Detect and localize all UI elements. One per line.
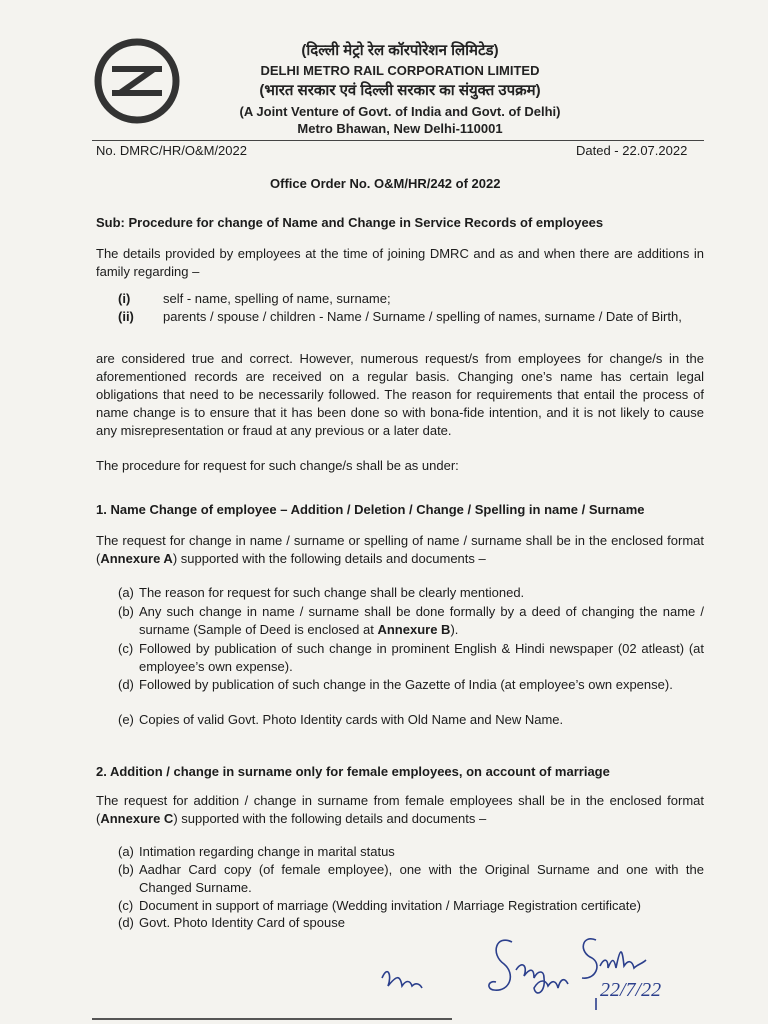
org-address: Metro Bhawan, New Delhi-110001 xyxy=(297,121,503,136)
annexure-c-ref: Annexure C xyxy=(100,811,174,826)
section-2-intro: The request for addition / change in surname from female employees shall be in the enclosed format (Annexure C) supported with the following details and documents – xyxy=(96,793,704,826)
section-1-intro: The request for change in name / surname or spelling of name / surname shall be in the enclosed format (Annexure A) supported with the following details and documents – xyxy=(96,533,704,566)
list-item: (a) Intimation regarding change in marital status xyxy=(118,844,395,859)
list-item: (c) Document in support of marriage (Wedding invitation / Marriage Registration certificate) xyxy=(118,898,641,913)
order-date: Dated - 22.07.2022 xyxy=(576,143,688,158)
list-text: parents / spouse / children - Name / Surname / spelling of names, surname / Date of Birth, xyxy=(163,309,682,324)
office-order-title: Office Order No. O&M/HR/242 of 2022 xyxy=(270,176,501,191)
list-item: (c) Followed by publication of such change in prominent English & Hindi newspaper (02 atleast) (at employee’s own expense). xyxy=(118,641,704,674)
list-item: (e) Copies of valid Govt. Photo Identity cards with Old Name and New Name. xyxy=(118,712,564,727)
reference-number: No. DMRC/HR/O&M/2022 xyxy=(96,143,247,158)
org-name-hindi: (दिल्ली मेट्रो रेल कॉरपोरेशन लिमिटेड) xyxy=(301,42,499,59)
list-item: (b) Any such change in name / surname shall be done formally by a deed of changing the name / surname (Sample of Deed is enclosed at Annexure B). xyxy=(118,604,704,637)
section-2-heading: 2. Addition / change in surname only for female employees, on account of marriage xyxy=(96,764,610,779)
subject-line: Sub: Procedure for change of Name and Change in Service Records of employees xyxy=(96,215,604,230)
annexure-b-ref: Annexure B xyxy=(377,622,451,637)
procedure-paragraph: The procedure for request for such change/s shall be as under: xyxy=(96,458,459,473)
joint-venture-english: (A Joint Venture of Govt. of India and Govt. of Delhi) xyxy=(239,104,561,119)
bottom-edge-rule xyxy=(92,1018,452,1020)
joint-venture-hindi: (भारत सरकार एवं दिल्ली सरकार का संयुक्त उपक्रम) xyxy=(259,82,541,99)
intro-list xyxy=(0,290,768,344)
org-name-english: DELHI METRO RAIL CORPORATION LIMITED xyxy=(260,63,540,78)
dmrc-logo-icon xyxy=(92,36,182,126)
list-item: (b) Aadhar Card copy (of female employee), one with the Original Surname and one with the Changed Surname. xyxy=(118,862,704,895)
list-item: (a) The reason for request for such change shall be clearly mentioned. xyxy=(118,585,525,600)
list-text: self - name, spelling of name, surname; xyxy=(163,291,391,306)
list-item xyxy=(0,290,768,308)
consideration-paragraph: are considered true and correct. However, numerous request/s from employees for change/s in the aforementioned records are received on a regular basis. Changing one’s name has certain legal obligations that need to be necessarily followed. The reason for requirements that entail the process of name change is to ensure that it has been done so with bona-fide intention, and it is not likely to cause any misrepresentation or fraud at any previous or a later date. xyxy=(96,351,704,438)
header-divider xyxy=(92,140,704,141)
annexure-a-ref: Annexure A xyxy=(100,551,173,566)
handwritten-signature xyxy=(360,920,700,1020)
list-item: (d) Govt. Photo Identity Card of spouse xyxy=(118,915,345,930)
list-item xyxy=(0,308,768,344)
list-item: (d) Followed by publication of such change in the Gazette of India (at employee’s own expense). xyxy=(118,677,673,692)
list-number: (i) xyxy=(118,291,131,306)
list-number: (ii) xyxy=(118,309,134,324)
section-1-heading: 1. Name Change of employee – Addition / Deletion / Change / Spelling in name / Surname xyxy=(96,502,645,517)
intro-paragraph: The details provided by employees at the time of joining DMRC and as and when there are additions in family regarding – xyxy=(96,246,704,279)
signature-date: 22/7/22 xyxy=(600,979,662,1001)
